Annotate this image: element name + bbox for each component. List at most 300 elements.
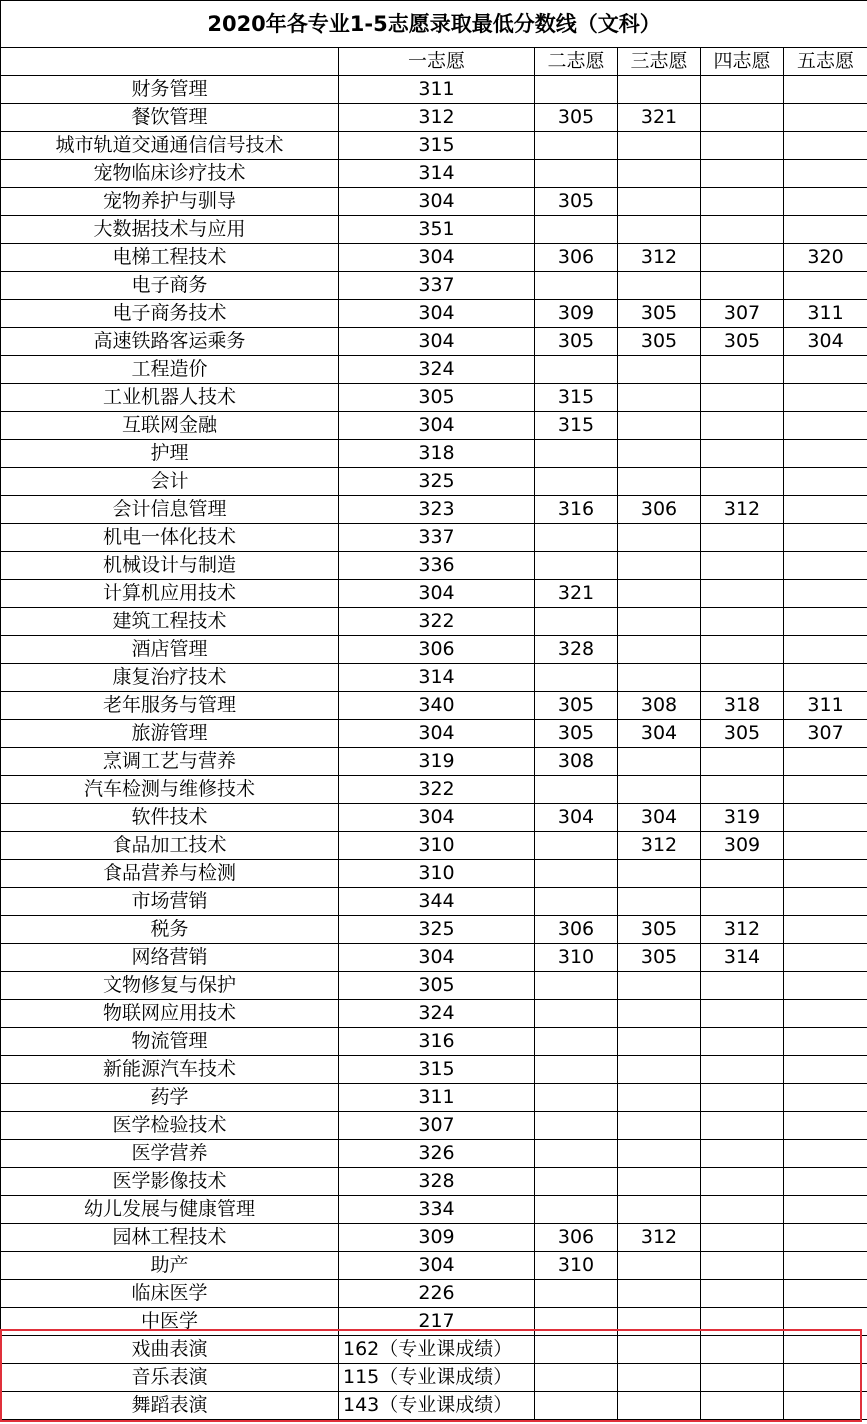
score-choice-3: [618, 356, 701, 384]
table-row: [1, 608, 867, 636]
major-name: 康复治疗技术: [1, 664, 339, 692]
score-choice-1: 304: [339, 580, 535, 608]
major-name: 城市轨道交通通信信号技术: [1, 132, 339, 160]
table-row: [1, 1168, 867, 1196]
score-choice-3: [618, 664, 701, 692]
major-name: 大数据技术与应用: [1, 216, 339, 244]
score-choice-3: [618, 440, 701, 468]
major-name: 税务: [1, 916, 339, 944]
score-choice-2: [535, 216, 618, 244]
major-name: 食品营养与检测: [1, 860, 339, 888]
header-choice-4: 四志愿: [701, 48, 784, 76]
score-choice-5: [784, 1308, 867, 1336]
score-choice-3: [618, 580, 701, 608]
score-choice-5: 304: [784, 328, 867, 356]
score-choice-3: [618, 272, 701, 300]
major-name: 新能源汽车技术: [1, 1056, 339, 1084]
score-choice-1: 143（专业课成绩）: [339, 1392, 535, 1420]
score-choice-2: [535, 1084, 618, 1112]
table-row: [1, 748, 867, 776]
score-choice-1: 217: [339, 1308, 535, 1336]
score-choice-2: [535, 1056, 618, 1084]
score-choice-2: [535, 524, 618, 552]
score-choice-2: [535, 272, 618, 300]
score-choice-5: [784, 636, 867, 664]
major-name: 临床医学: [1, 1280, 339, 1308]
score-choice-2: 305: [535, 328, 618, 356]
major-name: 医学营养: [1, 1140, 339, 1168]
score-choice-1: 304: [339, 944, 535, 972]
score-choice-3: [618, 1168, 701, 1196]
score-choice-1: 304: [339, 1252, 535, 1280]
table-row: [1, 328, 867, 356]
score-choice-1: 328: [339, 1168, 535, 1196]
score-choice-1: 311: [339, 76, 535, 104]
score-choice-4: [701, 1336, 784, 1364]
score-choice-2: [535, 1028, 618, 1056]
score-choice-2: [535, 776, 618, 804]
score-choice-5: [784, 608, 867, 636]
major-name: 物联网应用技术: [1, 1000, 339, 1028]
score-choice-3: 312: [618, 832, 701, 860]
major-name: 宠物养护与驯导: [1, 188, 339, 216]
major-name: 护理: [1, 440, 339, 468]
major-name: 宠物临床诊疗技术: [1, 160, 339, 188]
score-choice-2: [535, 76, 618, 104]
major-name: 高速铁路客运乘务: [1, 328, 339, 356]
score-choice-3: [618, 384, 701, 412]
table-row: [1, 272, 867, 300]
score-choice-4: 312: [701, 916, 784, 944]
score-choice-2: 305: [535, 104, 618, 132]
score-choice-3: 305: [618, 300, 701, 328]
score-choice-5: [784, 132, 867, 160]
table-row: [1, 1224, 867, 1252]
score-choice-5: [784, 216, 867, 244]
score-choice-5: [784, 972, 867, 1000]
score-choice-4: [701, 1392, 784, 1420]
major-name: 计算机应用技术: [1, 580, 339, 608]
score-choice-5: [784, 412, 867, 440]
table-row: [1, 860, 867, 888]
score-choice-3: [618, 552, 701, 580]
major-name: 工业机器人技术: [1, 384, 339, 412]
score-choice-2: [535, 832, 618, 860]
table-row: [1, 468, 867, 496]
score-choice-5: [784, 1252, 867, 1280]
score-choice-3: [618, 1336, 701, 1364]
score-choice-1: 304: [339, 328, 535, 356]
score-choice-1: 336: [339, 552, 535, 580]
score-choice-4: [701, 1056, 784, 1084]
score-choice-1: 304: [339, 244, 535, 272]
score-choice-2: [535, 608, 618, 636]
score-choice-3: [618, 132, 701, 160]
score-choice-1: 322: [339, 776, 535, 804]
table-row: [1, 720, 867, 748]
score-choice-4: [701, 608, 784, 636]
major-name: 机电一体化技术: [1, 524, 339, 552]
table-row: [1, 1056, 867, 1084]
score-choice-5: [784, 832, 867, 860]
score-choice-1: 314: [339, 664, 535, 692]
score-choice-4: [701, 1280, 784, 1308]
score-choice-1: 337: [339, 272, 535, 300]
major-name: 物流管理: [1, 1028, 339, 1056]
major-name: 烹调工艺与营养: [1, 748, 339, 776]
major-name: 网络营销: [1, 944, 339, 972]
score-choice-5: [784, 916, 867, 944]
table-row: [1, 916, 867, 944]
table-row: [1, 552, 867, 580]
major-name: 会计信息管理: [1, 496, 339, 524]
score-choice-1: 305: [339, 972, 535, 1000]
score-choice-3: [618, 1084, 701, 1112]
score-choice-4: [701, 1028, 784, 1056]
score-choice-2: [535, 356, 618, 384]
table-row: [1, 496, 867, 524]
score-choice-1: 305: [339, 384, 535, 412]
score-choice-4: [701, 1364, 784, 1392]
major-name: 助产: [1, 1252, 339, 1280]
score-choice-1: 337: [339, 524, 535, 552]
score-choice-5: [784, 580, 867, 608]
table-row: [1, 440, 867, 468]
score-choice-4: [701, 104, 784, 132]
score-choice-5: [784, 1364, 867, 1392]
score-choice-3: [618, 1000, 701, 1028]
table-row: [1, 664, 867, 692]
score-choice-2: [535, 468, 618, 496]
score-choice-4: [701, 664, 784, 692]
score-choice-3: [618, 888, 701, 916]
table-row: [1, 1336, 867, 1364]
score-choice-4: [701, 552, 784, 580]
score-choice-2: 328: [535, 636, 618, 664]
table-row: [1, 244, 867, 272]
score-choice-1: 312: [339, 104, 535, 132]
table-row: [1, 76, 867, 104]
table-row: [1, 692, 867, 720]
score-choice-3: [618, 468, 701, 496]
score-choice-5: [784, 748, 867, 776]
score-choice-1: 304: [339, 188, 535, 216]
table-row: [1, 1140, 867, 1168]
score-choice-3: [618, 1308, 701, 1336]
score-choice-2: 310: [535, 1252, 618, 1280]
major-name: 电梯工程技术: [1, 244, 339, 272]
score-choice-5: [784, 1168, 867, 1196]
score-choice-3: 312: [618, 1224, 701, 1252]
score-choice-4: [701, 468, 784, 496]
score-choice-5: [784, 1028, 867, 1056]
score-choice-3: [618, 608, 701, 636]
major-name: 医学影像技术: [1, 1168, 339, 1196]
table-row: [1, 944, 867, 972]
score-choice-1: 310: [339, 832, 535, 860]
score-choice-1: 351: [339, 216, 535, 244]
score-choice-3: 305: [618, 916, 701, 944]
table-row: [1, 412, 867, 440]
score-choice-2: [535, 440, 618, 468]
table-row: [1, 132, 867, 160]
score-choice-2: [535, 1364, 618, 1392]
table-row: [1, 832, 867, 860]
score-choice-2: [535, 860, 618, 888]
score-choice-2: [535, 1168, 618, 1196]
major-name: 音乐表演: [1, 1364, 339, 1392]
score-choice-2: [535, 1196, 618, 1224]
score-choice-1: 309: [339, 1224, 535, 1252]
score-choice-1: 304: [339, 804, 535, 832]
table-row: [1, 160, 867, 188]
score-choice-2: 315: [535, 384, 618, 412]
score-choice-3: 305: [618, 944, 701, 972]
score-choice-2: [535, 1140, 618, 1168]
table-row: [1, 1084, 867, 1112]
score-choice-4: [701, 1112, 784, 1140]
table-row: [1, 300, 867, 328]
table-row: [1, 888, 867, 916]
major-name: 互联网金融: [1, 412, 339, 440]
score-choice-3: [618, 776, 701, 804]
score-choice-3: [618, 1056, 701, 1084]
score-choice-1: 304: [339, 720, 535, 748]
score-choice-2: 309: [535, 300, 618, 328]
score-choice-2: [535, 160, 618, 188]
score-choice-5: [784, 104, 867, 132]
score-choice-4: [701, 748, 784, 776]
score-choice-3: [618, 972, 701, 1000]
major-name: 餐饮管理: [1, 104, 339, 132]
score-choice-1: 325: [339, 916, 535, 944]
score-choice-4: [701, 440, 784, 468]
score-choice-4: 314: [701, 944, 784, 972]
score-choice-2: [535, 1308, 618, 1336]
score-choice-5: [784, 1224, 867, 1252]
score-choice-1: 315: [339, 132, 535, 160]
score-choice-4: [701, 1000, 784, 1028]
score-choice-3: [618, 1196, 701, 1224]
score-choice-5: [784, 860, 867, 888]
score-choice-2: 304: [535, 804, 618, 832]
table-row: [1, 1196, 867, 1224]
score-choice-4: [701, 160, 784, 188]
score-choice-4: [701, 636, 784, 664]
score-choice-4: [701, 1224, 784, 1252]
score-choice-3: 308: [618, 692, 701, 720]
score-choice-5: [784, 804, 867, 832]
score-choice-2: [535, 1336, 618, 1364]
score-choice-1: 310: [339, 860, 535, 888]
table-row: [1, 972, 867, 1000]
table-row: [1, 1252, 867, 1280]
score-choice-5: [784, 356, 867, 384]
major-name: 医学检验技术: [1, 1112, 339, 1140]
score-choice-2: 306: [535, 244, 618, 272]
score-choice-2: 305: [535, 692, 618, 720]
score-choice-2: 310: [535, 944, 618, 972]
score-choice-3: [618, 412, 701, 440]
score-choice-3: [618, 524, 701, 552]
score-choice-3: [618, 1252, 701, 1280]
major-name: 食品加工技术: [1, 832, 339, 860]
score-choice-2: 306: [535, 916, 618, 944]
score-choice-5: [784, 1336, 867, 1364]
score-choice-5: [784, 188, 867, 216]
score-choice-3: 304: [618, 720, 701, 748]
score-choice-2: 321: [535, 580, 618, 608]
table-row: [1, 776, 867, 804]
major-name: 汽车检测与维修技术: [1, 776, 339, 804]
score-choice-2: [535, 1392, 618, 1420]
major-name: 中医学: [1, 1308, 339, 1336]
score-choice-4: 307: [701, 300, 784, 328]
table-row: [1, 104, 867, 132]
score-choice-4: [701, 972, 784, 1000]
score-choice-1: 324: [339, 356, 535, 384]
score-choice-4: [701, 132, 784, 160]
score-choice-4: [701, 1308, 784, 1336]
score-choice-5: [784, 776, 867, 804]
score-choice-2: 315: [535, 412, 618, 440]
score-choice-3: [618, 1280, 701, 1308]
score-choice-5: [784, 160, 867, 188]
score-choice-5: [784, 1280, 867, 1308]
major-name: 电子商务技术: [1, 300, 339, 328]
score-choice-4: [701, 76, 784, 104]
table-row: [1, 580, 867, 608]
score-choice-1: 323: [339, 496, 535, 524]
score-choice-2: [535, 664, 618, 692]
table-row: [1, 1392, 867, 1420]
table-row: [1, 1028, 867, 1056]
score-choice-5: [784, 664, 867, 692]
score-choice-5: [784, 1000, 867, 1028]
score-choice-3: [618, 160, 701, 188]
score-choice-5: [784, 76, 867, 104]
table-row: [1, 1000, 867, 1028]
score-choice-5: [784, 272, 867, 300]
major-name: 舞蹈表演: [1, 1392, 339, 1420]
table-row: [1, 1112, 867, 1140]
score-choice-3: [618, 1112, 701, 1140]
score-choice-2: [535, 1112, 618, 1140]
major-name: 会计: [1, 468, 339, 496]
score-choice-4: [701, 412, 784, 440]
score-choice-3: [618, 1140, 701, 1168]
score-choice-2: [535, 552, 618, 580]
score-choice-5: [784, 496, 867, 524]
score-choice-1: 319: [339, 748, 535, 776]
table-row: [1, 216, 867, 244]
score-choice-1: 334: [339, 1196, 535, 1224]
score-choice-5: [784, 1140, 867, 1168]
score-choice-1: 115（专业课成绩）: [339, 1364, 535, 1392]
major-name: 旅游管理: [1, 720, 339, 748]
header-choice-5: 五志愿: [784, 48, 867, 76]
score-choice-2: 316: [535, 496, 618, 524]
major-name: 戏曲表演: [1, 1336, 339, 1364]
score-choice-5: [784, 1056, 867, 1084]
score-choice-2: [535, 1000, 618, 1028]
score-choice-3: 305: [618, 328, 701, 356]
major-name: 文物修复与保护: [1, 972, 339, 1000]
score-choice-4: [701, 244, 784, 272]
score-choice-4: 318: [701, 692, 784, 720]
score-choice-2: [535, 888, 618, 916]
score-choice-3: [618, 636, 701, 664]
score-choice-3: 304: [618, 804, 701, 832]
major-name: 幼儿发展与健康管理: [1, 1196, 339, 1224]
score-choice-5: [784, 1084, 867, 1112]
table-row: [1, 804, 867, 832]
header-row: [1, 48, 867, 76]
major-name: 建筑工程技术: [1, 608, 339, 636]
score-choice-1: 344: [339, 888, 535, 916]
table-row: [1, 1364, 867, 1392]
score-choice-3: 321: [618, 104, 701, 132]
score-choice-1: 306: [339, 636, 535, 664]
score-choice-1: 307: [339, 1112, 535, 1140]
score-choice-4: [701, 1252, 784, 1280]
score-choice-5: [784, 468, 867, 496]
table-row: [1, 384, 867, 412]
score-choice-4: [701, 356, 784, 384]
score-choice-4: [701, 1196, 784, 1224]
major-name: 工程造价: [1, 356, 339, 384]
score-choice-4: [701, 1084, 784, 1112]
score-choice-1: 318: [339, 440, 535, 468]
title-row: [1, 1, 867, 48]
score-choice-1: 324: [339, 1000, 535, 1028]
score-choice-2: [535, 972, 618, 1000]
score-choice-5: 307: [784, 720, 867, 748]
score-choice-3: [618, 860, 701, 888]
score-choice-2: 305: [535, 720, 618, 748]
score-choice-3: [618, 1364, 701, 1392]
score-choice-5: [784, 1392, 867, 1420]
score-choice-5: [784, 524, 867, 552]
table-body: [1, 76, 867, 1420]
score-choice-4: 312: [701, 496, 784, 524]
score-choice-5: [784, 1196, 867, 1224]
score-choice-1: 311: [339, 1084, 535, 1112]
table-row: [1, 524, 867, 552]
major-name: 药学: [1, 1084, 339, 1112]
score-choice-5: 311: [784, 692, 867, 720]
score-choice-1: 325: [339, 468, 535, 496]
table-row: [1, 1280, 867, 1308]
score-choice-1: 304: [339, 300, 535, 328]
score-choice-2: 305: [535, 188, 618, 216]
score-choice-4: [701, 384, 784, 412]
score-choice-1: 315: [339, 1056, 535, 1084]
score-choice-4: 305: [701, 328, 784, 356]
score-choice-4: [701, 524, 784, 552]
score-choice-5: [784, 888, 867, 916]
score-choice-3: 312: [618, 244, 701, 272]
score-choice-1: 314: [339, 160, 535, 188]
score-choice-5: [784, 1112, 867, 1140]
score-choice-2: [535, 132, 618, 160]
score-choice-1: 326: [339, 1140, 535, 1168]
header-choice-3: 三志愿: [618, 48, 701, 76]
table-title: 2020年各专业1-5志愿录取最低分数线（文科）: [1, 1, 867, 48]
score-choice-4: [701, 272, 784, 300]
score-choice-4: [701, 1140, 784, 1168]
major-name: 老年服务与管理: [1, 692, 339, 720]
